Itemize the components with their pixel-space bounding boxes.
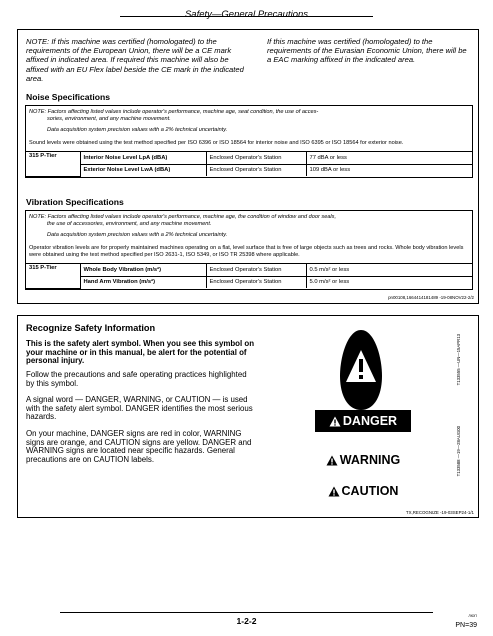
vibration-note-line1: NOTE: Factors affecting listed values include operator's performance, machine age, the condition of window and door seals, [29,214,337,220]
danger-alert-icon [329,416,341,427]
vibration-note [26,211,472,239]
danger-label: DANGER [342,414,398,428]
caution-signal [315,484,411,498]
vibration-table [26,264,472,289]
vibration-row-label: Hand Arm Vibration (m/s²) [80,276,206,288]
table-row [26,276,472,288]
vibration-model: 315 P-Tier [26,264,80,288]
section-ref-id: pn00108,1664414181489 -19-08NOV22-2/2 [388,295,474,300]
caution-label: CAUTION [341,484,399,498]
eac-note: If this machine was certified (homologated) to the requirements of the Eurasian Economic Union, there will be a EAC marking affixed in the indicated area. [267,37,467,65]
safety-heading: Recognize Safety Information [26,323,156,333]
page-header [0,0,493,20]
pn-label: PN=39 [455,622,477,629]
footer-rule [60,612,433,613]
vibration-spec-box [25,210,473,290]
table-row [26,152,472,164]
header-title: Safety—General Precautions [184,9,309,20]
vibration-note-line2: the use of accessories, environment, and any machine movement. [47,221,212,227]
header-rule [120,16,373,17]
warning-signal [315,453,411,467]
safety-para2: Follow the precautions and safe operating practices highlighted by this symbol. [26,370,247,388]
caution-alert-icon [328,486,340,497]
noise-note [26,106,472,134]
noise-table [26,152,472,177]
noise-row-label: Interior Noise Level LpA (dBA) [80,152,206,164]
image-code-2: T133588 —19—28AUG00 [456,426,461,477]
safety-ref-id: TX,RECOGNIZE -19-03SEP24-1/1 [405,510,474,515]
noise-row-label: Exterior Noise Level LwA (dBA) [80,164,206,176]
noise-note-line1: NOTE: Factors affecting listed values include operator's performance, machine age, seat condition, the use of acces- [29,109,319,115]
vibration-row-condition: Enclosed Operator's Station [206,264,306,276]
safety-info-section [17,315,479,518]
noise-row-value: 77 dBA or less [306,152,472,164]
vibration-row-value: 0.5 m/s² or less [306,264,472,276]
table-row [26,264,472,276]
noise-row-condition: Enclosed Operator's Station [206,152,306,164]
danger-signal [315,410,411,432]
noise-heading: Noise Specifications [26,92,111,102]
noise-para: Sound levels were obtained using the test method specified per ISO 6396 or ISO 18564 for interior noise and ISO 6395 or ISO 18564 for exterior noise. [26,134,472,152]
safety-alert-symbol-icon [326,326,396,416]
vibration-note-line3: Data acquisition system precision values with a 2% technical uncertainty. [47,232,228,238]
vibration-row-condition: Enclosed Operator's Station [206,276,306,288]
precautions-section [17,29,479,304]
vibration-row-value: 5.0 m/s² or less [306,276,472,288]
warning-label: WARNING [339,453,401,467]
footer-small-code: ЛЮП [468,614,477,618]
safety-para3: A signal word — DANGER, WARNING, or CAUTION — is used with the safety alert symbol. DANGER identifies the most serious hazards. [26,395,253,422]
page-number: 1-2-2 [236,616,257,626]
vibration-row-label: Whole Body Vibration (m/s²) [80,264,206,276]
noise-spec-box [25,105,473,178]
noise-row-condition: Enclosed Operator's Station [206,164,306,176]
eu-note: NOTE: If this machine was certified (homologated) to the requirements of the European Union, there will be a CE mark affixed in indicated area. If required this machine will also be affixed with an EU Flex label beside the CE mark in the indicated area. [26,37,244,83]
vibration-para: Operator vibration levels are for properly maintained machines operating on a flat, level surface that is free of large objects such as trees and rocks. Whole body vibration levels were obtained using the test method specified per ISO 2631-1, ISO 5349, or ISO TR 25398 where applicable. [26,239,472,264]
warning-alert-icon [326,455,338,466]
safety-para4: On your machine, DANGER signs are red in color, WARNING signs are orange, and CAUTION signs are yellow. DANGER and WARNING signs are located near specific hazards. General precautions are on CAUTION labels. [26,429,252,465]
noise-model: 315 P-Tier [26,152,80,176]
vibration-heading: Vibration Specifications [26,197,124,207]
safety-para1: This is the safety alert symbol. When you see this symbol on your machine or in this manual, be alert for the potential of personal injury. [26,339,255,366]
noise-note-line3: Data acquisition system precision values with a 2% technical uncertainty. [47,127,228,133]
image-code-1: T133555 —UN—15APR13 [456,334,461,386]
noise-note-line2: sories, environment, and any machine movement. [47,116,171,122]
noise-row-value: 109 dBA or less [306,164,472,176]
table-row [26,164,472,176]
